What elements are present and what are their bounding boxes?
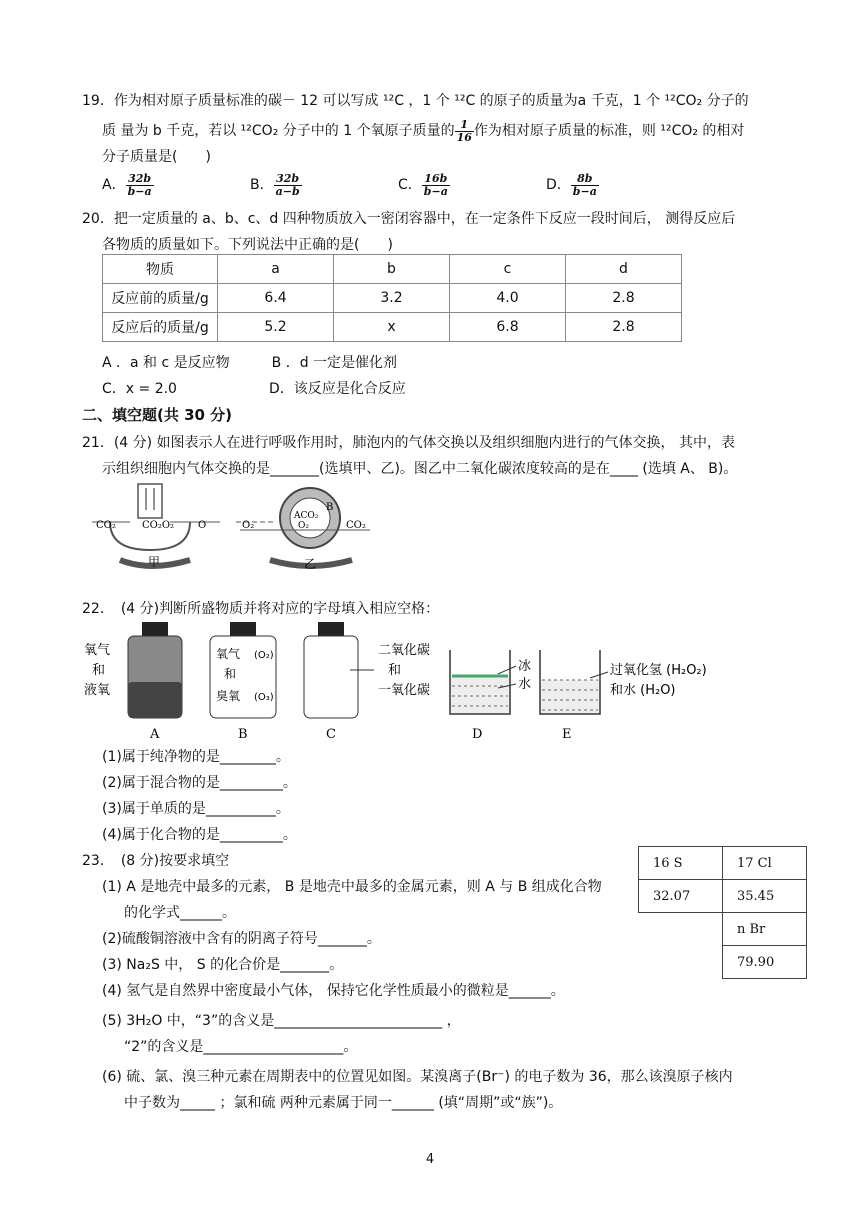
table-cell: c bbox=[450, 255, 566, 284]
q23-item-2: (2)硫酸铜溶液中含有的阴离子符号_______。 bbox=[102, 931, 381, 947]
q19-options bbox=[82, 172, 782, 198]
label-d-1: 冰 bbox=[518, 659, 532, 674]
substance-bottles-figure bbox=[84, 618, 744, 742]
q20-option-c: C．x = 2.0 bbox=[102, 381, 177, 397]
label-co2: CO₂ bbox=[96, 520, 116, 531]
letter-c: C bbox=[326, 727, 336, 742]
label-yi: 乙 bbox=[304, 557, 317, 570]
beaker-d-water bbox=[451, 676, 509, 713]
q21-line1: 21．(4 分) 如图表示人在进行呼吸作用时，肺泡内的气体交换以及组织细胞内进行的气体交换， 其中，表 bbox=[82, 435, 735, 451]
label-a-1: 氧气 bbox=[84, 643, 111, 658]
sulfur-symbol: 16 S bbox=[639, 847, 723, 880]
q23-item-3: (3) Na₂S 中， S 的化合价是_______。 bbox=[102, 957, 344, 973]
table-cell: 2.8 bbox=[566, 284, 682, 313]
label-a-co2: ACO₂ bbox=[294, 511, 319, 521]
label-o2: O₂ bbox=[242, 520, 255, 531]
beaker-e-liquid bbox=[541, 680, 599, 713]
letter-a: A bbox=[150, 727, 160, 742]
label-co2-right: CO₂ bbox=[346, 520, 366, 531]
q19-option-d bbox=[546, 172, 694, 198]
q19-line3: 分子质量是( ) bbox=[102, 149, 211, 165]
table-cell: 反应前的质量/g bbox=[103, 284, 218, 313]
q19-line2-start: 质 量为 b 千克，若以 ¹²CO₂ 分子中的 1 个氧原子质量的 bbox=[102, 123, 455, 139]
section-heading: 二、填空题(共 30 分) bbox=[82, 406, 233, 424]
bottle-b-cap bbox=[230, 622, 256, 636]
label-co2o2: CO₂O₂ bbox=[142, 520, 175, 531]
q19-line2 bbox=[82, 118, 782, 144]
q20-options-row1 bbox=[102, 350, 782, 376]
table-cell: 4.0 bbox=[450, 284, 566, 313]
q23-item-1b: 的化学式______。 bbox=[124, 905, 236, 921]
label-c-1: 二氧化碳 bbox=[378, 643, 431, 658]
letter-e: E bbox=[562, 727, 572, 742]
q22-title: 22． (4 分)判断所盛物质并将对应的字母填入相应空格： bbox=[82, 601, 440, 617]
label-d-2: 水 bbox=[518, 677, 532, 692]
label-o: O bbox=[198, 520, 207, 531]
q19-option-c bbox=[398, 172, 546, 198]
fraction-denominator: b−a bbox=[572, 184, 597, 198]
table-cell: 5.2 bbox=[218, 313, 334, 342]
option-label: D． bbox=[546, 177, 571, 193]
question-20 bbox=[82, 206, 782, 258]
table-row bbox=[103, 284, 682, 313]
table-row bbox=[639, 880, 807, 913]
list-item: (1)属于纯净物的是________。 bbox=[102, 749, 290, 765]
sulfur-mass: 32.07 bbox=[639, 880, 723, 913]
label-a-3: 液氧 bbox=[84, 683, 111, 698]
table-cell: 反应后的质量/g bbox=[103, 313, 218, 342]
table-cell: 6.4 bbox=[218, 284, 334, 313]
q20-line2: 各物质的质量如下。下列说法中正确的是( ) bbox=[102, 237, 393, 253]
q20-line1: 20．把一定质量的 a、b、c、d 四种物质放入一密闭容器中，在一定条件下反应一段时间后， 测得反应后 bbox=[82, 211, 736, 227]
periodic-table-snippet bbox=[638, 846, 807, 979]
bottle-a-cap bbox=[142, 622, 168, 636]
label-b-3: 臭氧 bbox=[216, 689, 241, 703]
fraction-numerator: 32b bbox=[126, 173, 154, 186]
option-label: A． bbox=[102, 177, 126, 193]
fraction-denominator: a−b bbox=[275, 184, 300, 198]
bottle-a-liquid bbox=[128, 682, 182, 718]
q20-options bbox=[82, 350, 782, 402]
fraction-numerator: 1 bbox=[455, 119, 474, 132]
option-fraction bbox=[126, 173, 154, 198]
page-number: 4 bbox=[425, 1152, 435, 1167]
label-a-2: 和 bbox=[92, 663, 106, 678]
fraction-numerator: 32b bbox=[274, 173, 302, 186]
pointer-line-e bbox=[590, 672, 608, 678]
q23-item-5b: “2”的含义是____________________。 bbox=[124, 1039, 358, 1055]
q23-item-5a: (5) 3H₂O 中，“3”的含义是________________________ ， bbox=[102, 1013, 461, 1029]
chlorine-mass: 35.45 bbox=[723, 880, 807, 913]
label-c-3: 一氧化碳 bbox=[378, 683, 431, 698]
q23-item-1a: (1) A 是地壳中最多的元素， B 是地壳中最多的金属元素，则 A 与 B 组成化合物 bbox=[102, 879, 602, 895]
label-b-3-formula: (O₃) bbox=[254, 692, 274, 703]
table-cell: 物质 bbox=[103, 255, 218, 284]
q21-line2: 示组织细胞内气体交换的是_______(选填甲、乙)。图乙中二氧化碳浓度较高的是在____ (选填 A、 B)。 bbox=[102, 461, 738, 477]
letter-d: D bbox=[472, 727, 483, 742]
table-cell: a bbox=[218, 255, 334, 284]
chlorine-symbol: 17 Cl bbox=[723, 847, 807, 880]
arrow-lines bbox=[146, 488, 154, 510]
table-row bbox=[103, 313, 682, 342]
q20-options-row2 bbox=[102, 376, 782, 402]
fraction-denominator: b−a bbox=[423, 184, 448, 198]
label-jia: 甲 bbox=[148, 555, 161, 569]
label-e-2: 和水 (H₂O) bbox=[610, 683, 676, 698]
list-item: (4)属于化合物的是_________。 bbox=[102, 827, 297, 843]
label-b-2: 和 bbox=[224, 667, 237, 681]
label-b: B bbox=[326, 502, 334, 513]
fraction-denominator: 16 bbox=[456, 130, 472, 144]
q20-mass-table bbox=[102, 254, 682, 342]
table-cell: 2.8 bbox=[566, 313, 682, 342]
fraction-denominator: b−a bbox=[127, 184, 152, 198]
option-fraction bbox=[274, 173, 302, 198]
label-b-1: 氧气 bbox=[216, 647, 241, 661]
table-cell: 3.2 bbox=[334, 284, 450, 313]
table-cell: x bbox=[334, 313, 450, 342]
table-cell: 6.8 bbox=[450, 313, 566, 342]
option-label: C． bbox=[398, 177, 422, 193]
q20-option-d: D．该反应是化合反应 bbox=[268, 381, 406, 397]
option-label: B． bbox=[250, 177, 274, 193]
fraction-numerator: 8b bbox=[571, 173, 599, 186]
q19-option-a bbox=[102, 172, 250, 198]
q23-title: 23． (8 分)按要求填空 bbox=[82, 853, 230, 869]
q23-item-6b: 中子数为_____ ；氯和硫 两种元素属于同一______ (填“周期”或“族”)。 bbox=[124, 1095, 563, 1111]
table-cell: b bbox=[334, 255, 450, 284]
alveolus-duct bbox=[138, 484, 162, 518]
bottle-c-cap bbox=[318, 622, 344, 636]
table-cell: d bbox=[566, 255, 682, 284]
empty-cell bbox=[639, 913, 723, 946]
label-e-1: 过氧化氢 (H₂O₂) bbox=[610, 663, 707, 678]
table-row bbox=[639, 946, 807, 979]
fraction-numerator: 16b bbox=[422, 173, 450, 186]
label-o2-inner: O₂ bbox=[298, 521, 309, 531]
list-item: (2)属于混合物的是_________。 bbox=[102, 775, 297, 791]
question-19 bbox=[82, 88, 782, 198]
question-21 bbox=[82, 430, 782, 482]
table-header-row bbox=[103, 255, 682, 284]
letter-b: B bbox=[238, 727, 248, 742]
q19-line1: 19．作为相对原子质量标准的碳－ 12 可以写成 ¹²C ，1 个 ¹²C 的原子的质量为a 千克，1 个 ¹²CO₂ 分子的 bbox=[82, 93, 749, 109]
label-c-2: 和 bbox=[388, 663, 402, 678]
q23-item-4: (4) 氢气是自然界中密度最小气体， 保持它化学性质最小的微粒是______。 bbox=[102, 983, 565, 999]
q22-items bbox=[82, 744, 782, 848]
option-fraction bbox=[422, 173, 450, 198]
q23-item-6a: (6) 硫、氯、溴三种元素在周期表中的位置见如图。某溴离子(Br⁻) 的电子数为 36，那么该溴原子核内 bbox=[102, 1069, 733, 1085]
q19-line2-end: 作为相对原子质量的标准，则 ¹²CO₂ 的相对 bbox=[473, 123, 745, 139]
bromine-symbol: n Br bbox=[723, 913, 807, 946]
list-item: (3)属于单质的是__________。 bbox=[102, 801, 290, 817]
table-row bbox=[639, 913, 807, 946]
option-fraction bbox=[571, 173, 599, 198]
bromine-mass: 79.90 bbox=[723, 946, 807, 979]
empty-cell bbox=[639, 946, 723, 979]
q19-fraction bbox=[455, 119, 474, 144]
label-b-1-formula: (O₂) bbox=[254, 650, 274, 661]
table-row bbox=[639, 847, 807, 880]
q19-option-b bbox=[250, 172, 398, 198]
q20-option-a: A ．a 和 c 是反应物 bbox=[102, 355, 230, 371]
bottle-c-body bbox=[304, 636, 358, 718]
q20-option-b: B ．d 一定是催化剂 bbox=[271, 355, 398, 371]
respiration-diagram bbox=[90, 480, 380, 570]
